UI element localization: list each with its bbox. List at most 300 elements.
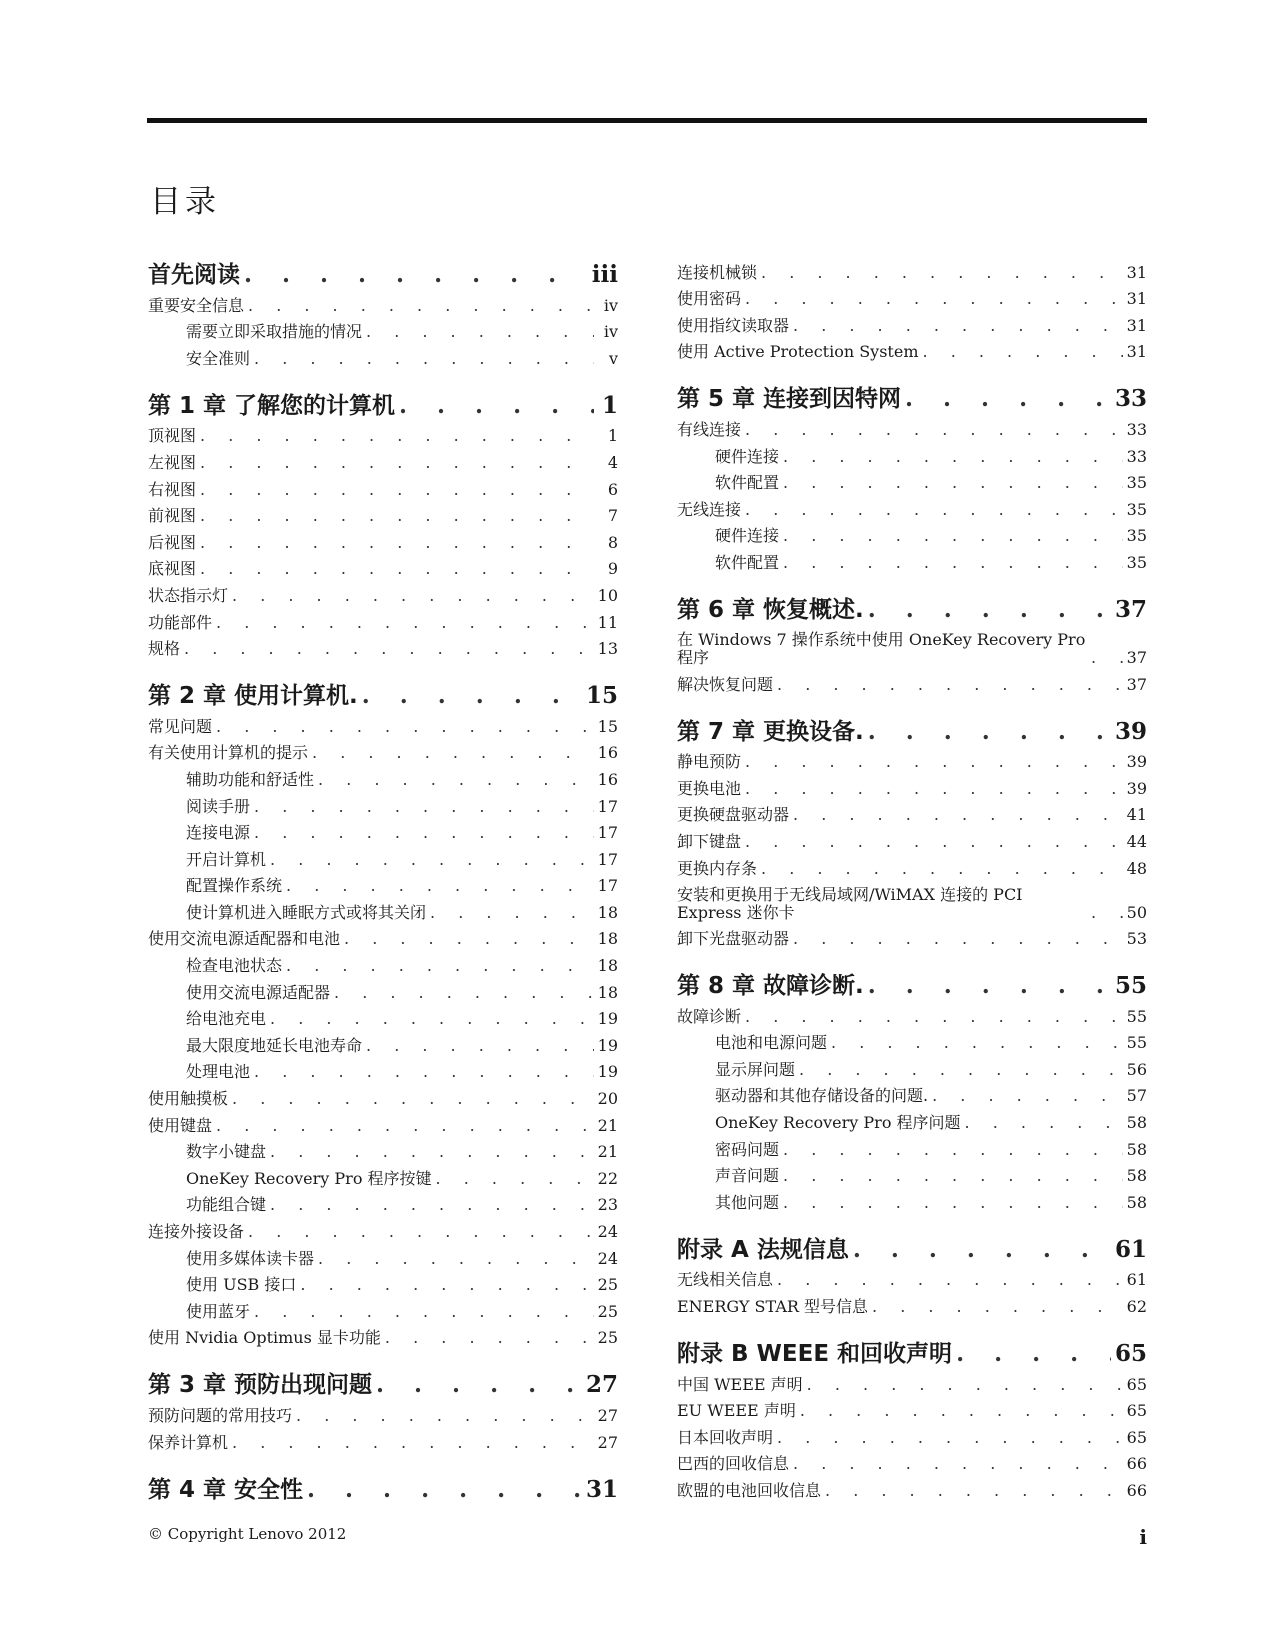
toc-entry-page: 16 [597, 743, 618, 763]
toc-leader-dots [318, 1250, 594, 1268]
toc-entry-page: iv [603, 322, 618, 342]
toc-leader-dots [783, 527, 1123, 545]
toc-entry-page: 37 [1114, 595, 1147, 623]
toc-entry-page: 16 [597, 769, 618, 789]
toc-leader-dots [334, 984, 594, 1002]
toc-leader-dots [745, 501, 1123, 519]
toc-entry-page: 13 [597, 639, 618, 659]
toc-entry-label: 顶视图 [148, 426, 197, 446]
toc-entry-page: 19 [597, 1009, 618, 1029]
toc-leader-dots [783, 554, 1123, 572]
toc-leader-dots [184, 640, 594, 658]
toc-entry-label: 常见问题 [148, 716, 213, 736]
toc-chapter-entry[interactable] [148, 255, 618, 288]
toc-entry-label: 预防问题的常用技巧 [148, 1405, 293, 1425]
toc-entry-label: 使用 Active Protection System [677, 342, 919, 362]
toc-entry[interactable] [677, 667, 1147, 694]
toc-entry[interactable] [148, 1188, 618, 1215]
toc-leader-dots [366, 323, 594, 341]
toc-entry[interactable] [677, 335, 1147, 362]
toc-entry-page: 25 [597, 1275, 618, 1295]
toc-entry-page: 18 [597, 929, 618, 949]
toc-entry-label: EU WEEE 声明 [677, 1401, 796, 1421]
toc-leader-dots [793, 317, 1123, 335]
toc-entry-page: 23 [597, 1195, 618, 1215]
toc-entry-label: 欧盟的电池回收信息 [677, 1481, 822, 1500]
toc-entry[interactable] [677, 1420, 1147, 1447]
toc-entry-label: 在 Windows 7 操作系统中使用 OneKey Recovery Pro 程序 [677, 629, 1086, 667]
toc-entry-label: 连接外接设备 [148, 1222, 245, 1241]
toc-entry-label: 保养计算机 [148, 1432, 229, 1452]
toc-entry-label: 第 3 章 预防出现问题 [148, 1372, 373, 1399]
toc-entry[interactable] [148, 552, 618, 579]
toc-entry[interactable] [677, 492, 1147, 519]
toc-entry-label: 硬件连接 [715, 526, 780, 546]
toc-entry-page: 17 [597, 823, 618, 843]
toc-entry[interactable] [148, 1241, 618, 1268]
toc-entry[interactable] [677, 623, 1147, 667]
toc-leader-dots [868, 973, 1111, 999]
toc-entry-page: 18 [597, 902, 618, 922]
toc-leader-dots [745, 833, 1123, 851]
toc-entry-label: 第 5 章 连接到因特网 [677, 386, 902, 413]
toc-leader-dots [254, 1303, 594, 1321]
toc-entry-page: 21 [597, 1142, 618, 1162]
toc-entry[interactable] [148, 1294, 618, 1321]
toc-leader-dots [868, 719, 1111, 745]
toc-entry[interactable] [677, 255, 1147, 282]
toc-entry-label: 使用 USB 接口 [186, 1275, 297, 1295]
toc-entry-label: 连接机械锁 [677, 262, 758, 282]
toc-entry-page: 57 [1126, 1086, 1147, 1106]
toc-leader-dots [745, 290, 1123, 308]
toc-entry-page: 11 [597, 612, 618, 632]
toc-entry-page: 31 [1126, 262, 1147, 282]
toc-entry-label: 开启计算机 [186, 849, 267, 869]
toc-entry-page: 41 [1126, 805, 1147, 825]
toc-leader-dots [200, 427, 594, 445]
toc-entry[interactable] [677, 412, 1147, 439]
toc-chapter-entry[interactable] [677, 590, 1147, 623]
toc-entry-label: 驱动器和其他存储设备的问题. [715, 1086, 929, 1106]
toc-entry[interactable] [148, 1081, 618, 1108]
toc-entry-label: 其他问题 [715, 1192, 780, 1212]
toc-entry-page: 39 [1114, 717, 1147, 745]
toc-entry[interactable] [148, 1268, 618, 1295]
toc-entry[interactable] [148, 709, 618, 736]
toc-leader-dots [248, 1223, 594, 1241]
toc-entry[interactable] [148, 499, 618, 526]
toc-leader-dots [286, 957, 594, 975]
toc-leader-dots [956, 1341, 1111, 1367]
toc-leader-dots [923, 343, 1123, 361]
toc-entry-label: 首先阅读 [148, 262, 240, 288]
toc-leader-dots [399, 393, 594, 419]
toc-leader-dots [312, 744, 594, 762]
toc-entry-label: 故障诊断 [677, 1006, 742, 1026]
toc-entry[interactable] [677, 439, 1147, 466]
toc-chapter-entry[interactable] [148, 386, 618, 419]
toc-entry-page: 58 [1126, 1192, 1147, 1212]
toc-entry-label: 密码问题 [715, 1139, 780, 1159]
toc-entry-label: 阅读手册 [186, 796, 251, 816]
toc-leader-dots [216, 718, 594, 736]
toc-entry[interactable] [677, 878, 1147, 922]
toc-entry[interactable] [148, 736, 618, 763]
toc-entry-page: 65 [1126, 1401, 1147, 1421]
toc-entry-label: 软件配置 [715, 552, 780, 572]
toc-entry[interactable] [148, 789, 618, 816]
toc-leader-dots [932, 1087, 1123, 1105]
toc-leader-dots [799, 1061, 1123, 1079]
toc-entry-label: 第 7 章 更换设备. [677, 718, 864, 745]
toc-right-column [677, 255, 1147, 1500]
toc-leader-dots [1091, 649, 1123, 667]
toc-entry-page: 35 [1126, 499, 1147, 519]
toc-entry-label: 无线连接 [677, 499, 742, 519]
copyright-notice: © Copyright Lenovo 2012 [148, 1525, 347, 1543]
toc-leader-dots [783, 474, 1123, 492]
toc-entry-label: 使计算机进入睡眠方式或将其关闭 [186, 902, 427, 922]
toc-leader-dots [777, 1271, 1123, 1289]
toc-leader-dots [831, 1034, 1123, 1052]
toc-left-column [148, 255, 618, 1503]
toc-entry-page: v [608, 348, 618, 368]
toc-leader-dots [254, 1063, 594, 1081]
toc-leader-dots [783, 448, 1123, 466]
toc-leader-dots [216, 1117, 594, 1135]
toc-entry-page: 58 [1126, 1139, 1147, 1159]
toc-entry[interactable] [148, 419, 618, 446]
toc-entry-label: 第 1 章 了解您的计算机 [148, 392, 396, 419]
toc-entry-page: 19 [597, 1035, 618, 1055]
toc-entry[interactable] [148, 1161, 618, 1188]
toc-entry-page: 18 [597, 956, 618, 976]
toc-entry-label: 声音问题 [715, 1166, 780, 1186]
toc-entry-page: 15 [585, 682, 618, 710]
toc-leader-dots [436, 1170, 594, 1188]
toc-entry-page: 50 [1126, 902, 1147, 922]
toc-entry-label: 卸下键盘 [677, 831, 742, 851]
toc-entry-label: 卸下光盘驱动器 [677, 929, 790, 949]
page-title: 目录 [150, 184, 220, 220]
toc-entry-label: 连接电源 [186, 823, 251, 843]
toc-entry-label: 使用 Nvidia Optimus 显卡功能 [148, 1328, 381, 1348]
toc-entry[interactable] [677, 519, 1147, 546]
toc-entry[interactable] [677, 1367, 1147, 1394]
toc-entry[interactable] [148, 895, 618, 922]
toc-entry-page: 27 [585, 1371, 618, 1399]
toc-leader-dots [318, 771, 594, 789]
toc-entry-label: 功能组合键 [186, 1195, 267, 1215]
toc-leader-dots [232, 1434, 594, 1452]
toc-entry[interactable] [677, 771, 1147, 798]
toc-entry[interactable] [148, 1398, 618, 1425]
toc-leader-dots [783, 1141, 1123, 1159]
toc-entry-label: 第 2 章 使用计算机. [148, 683, 358, 710]
toc-entry[interactable] [677, 824, 1147, 851]
toc-entry[interactable] [148, 445, 618, 472]
toc-entry-page: 31 [1126, 315, 1147, 335]
toc-chapter-entry[interactable] [148, 1365, 618, 1398]
toc-leader-dots [800, 1402, 1123, 1420]
toc-entry-label: 数字小键盘 [186, 1142, 267, 1162]
toc-entry-label: 使用密码 [677, 289, 742, 309]
toc-entry-label: 有线连接 [677, 419, 742, 439]
toc-entry-page: 62 [1126, 1297, 1147, 1317]
toc-leader-dots [254, 350, 594, 368]
toc-entry[interactable] [677, 922, 1147, 949]
toc-entry[interactable] [677, 798, 1147, 825]
toc-leader-dots [793, 930, 1123, 948]
toc-entry-label: 第 4 章 安全性 [148, 1476, 304, 1503]
toc-entry-label: 使用交流电源适配器 [186, 982, 331, 1002]
toc-entry[interactable] [677, 1263, 1147, 1290]
toc-entry[interactable] [148, 1002, 618, 1029]
toc-leader-dots [793, 806, 1123, 824]
toc-leader-dots [244, 262, 588, 288]
toc-entry[interactable] [677, 545, 1147, 572]
toc-leader-dots [853, 1237, 1111, 1263]
toc-leader-dots [777, 676, 1123, 694]
toc-entry[interactable] [148, 1028, 618, 1055]
toc-entry-label: 无线相关信息 [677, 1270, 774, 1290]
toc-entry[interactable] [148, 288, 618, 315]
toc-leader-dots [270, 1143, 594, 1161]
toc-entry[interactable] [677, 466, 1147, 493]
toc-leader-dots [761, 860, 1123, 878]
toc-entry-page: 44 [1126, 831, 1147, 851]
toc-entry-page: 24 [597, 1222, 618, 1241]
toc-entry-page: 35 [1126, 552, 1147, 572]
toc-leader-dots [1091, 904, 1123, 922]
toc-leader-dots [783, 1167, 1123, 1185]
toc-leader-dots [200, 560, 594, 578]
header-rule [147, 118, 1147, 123]
toc-entry[interactable] [148, 578, 618, 605]
toc-entry-label: OneKey Recovery Pro 程序问题 [715, 1113, 961, 1133]
toc-leader-dots [248, 297, 594, 315]
toc-entry-label: 使用多媒体读卡器 [186, 1248, 315, 1268]
toc-entry[interactable] [148, 632, 618, 659]
toc-entry-label: 解决恢复问题 [677, 674, 774, 694]
toc-entry[interactable] [677, 1447, 1147, 1474]
toc-entry[interactable] [148, 341, 618, 368]
toc-entry-label: 右视图 [148, 479, 197, 499]
toc-leader-dots [254, 798, 594, 816]
toc-entry[interactable] [677, 999, 1147, 1026]
toc-leader-dots [200, 507, 594, 525]
toc-entry-page: 58 [1126, 1113, 1147, 1133]
toc-entry[interactable] [148, 472, 618, 499]
toc-entry-label: 使用指纹读取器 [677, 315, 790, 335]
toc-chapter-entry[interactable] [677, 1334, 1147, 1367]
toc-leader-dots [745, 753, 1123, 771]
toc-entry[interactable] [148, 869, 618, 896]
toc-entry-page: 61 [1126, 1270, 1147, 1290]
toc-leader-dots [807, 1376, 1123, 1394]
page-number: i [1139, 1525, 1147, 1549]
toc-entry-page: iii [591, 261, 618, 288]
toc-entry-page: 1 [607, 426, 618, 446]
toc-entry[interactable] [148, 1135, 618, 1162]
toc-entry-page: 66 [1126, 1454, 1147, 1474]
toc-entry-label: 使用交流电源适配器和电池 [148, 929, 341, 949]
toc-entry[interactable] [677, 851, 1147, 878]
toc-entry-page: 4 [607, 452, 618, 472]
toc-entry-page: 8 [607, 532, 618, 552]
toc-chapter-entry[interactable] [148, 1470, 618, 1503]
toc-entry-page: 61 [1114, 1235, 1147, 1263]
toc-entry[interactable] [148, 816, 618, 843]
toc-leader-dots [745, 421, 1123, 439]
toc-entry-page: 10 [597, 585, 618, 605]
toc-entry-label: 最大限度地延长电池寿命 [186, 1035, 363, 1055]
toc-entry-label: 使用键盘 [148, 1115, 213, 1135]
toc-leader-dots [362, 683, 582, 709]
toc-entry-label: 处理电池 [186, 1062, 251, 1082]
toc-leader-dots [783, 1194, 1123, 1212]
toc-entry[interactable] [677, 1132, 1147, 1159]
toc-leader-dots [872, 1298, 1123, 1316]
toc-entry-page: 35 [1126, 473, 1147, 493]
toc-leader-dots [200, 534, 594, 552]
toc-entry-page: 20 [597, 1089, 618, 1109]
toc-chapter-entry[interactable] [677, 712, 1147, 745]
toc-entry[interactable] [677, 1289, 1147, 1316]
toc-entry-page: 17 [597, 796, 618, 816]
toc-leader-dots [216, 614, 594, 632]
toc-entry[interactable] [148, 1425, 618, 1452]
toc-entry-label: 检查电池状态 [186, 956, 283, 976]
toc-entry[interactable] [677, 1026, 1147, 1053]
toc-entry[interactable] [677, 282, 1147, 309]
toc-leader-dots [385, 1329, 594, 1347]
toc-entry-page: 19 [597, 1062, 618, 1082]
toc-entry-page: 39 [1126, 778, 1147, 798]
toc-entry-page: 65 [1126, 1374, 1147, 1394]
toc-entry-page: 56 [1126, 1059, 1147, 1079]
toc-entry-page: 65 [1126, 1427, 1147, 1447]
toc-chapter-entry[interactable] [148, 676, 618, 709]
toc-entry-label: 附录 A 法规信息 [677, 1236, 849, 1263]
toc-entry[interactable] [677, 1185, 1147, 1212]
toc-entry-page: 17 [597, 849, 618, 869]
toc-leader-dots [232, 1090, 594, 1108]
toc-chapter-entry[interactable] [677, 379, 1147, 412]
toc-entry-label: 更换电池 [677, 778, 742, 798]
toc-entry[interactable] [148, 975, 618, 1002]
toc-entry-page: 7 [607, 506, 618, 526]
toc-entry-label: 辅助功能和舒适性 [186, 769, 315, 789]
toc-leader-dots [344, 930, 594, 948]
toc-entry-label: 附录 B WEEE 和回收声明 [677, 1341, 953, 1368]
toc-entry-label: ENERGY STAR 型号信息 [677, 1297, 869, 1317]
toc-leader-dots [825, 1482, 1123, 1500]
toc-entry[interactable] [148, 315, 618, 342]
toc-leader-dots [366, 1037, 594, 1055]
toc-entry[interactable] [148, 762, 618, 789]
toc-leader-dots [793, 1455, 1123, 1473]
toc-entry-label: 软件配置 [715, 473, 780, 493]
toc-entry[interactable] [677, 308, 1147, 335]
toc-leader-dots [965, 1114, 1123, 1132]
toc-entry[interactable] [148, 1214, 618, 1241]
toc-entry-label: 硬件连接 [715, 446, 780, 466]
toc-leader-dots [300, 1276, 593, 1294]
toc-entry-page: 37 [1126, 674, 1147, 694]
toc-entry-page: iv [603, 295, 618, 315]
toc-chapter-entry[interactable] [677, 1230, 1147, 1263]
toc-entry[interactable] [148, 1108, 618, 1135]
toc-entry[interactable] [677, 1394, 1147, 1421]
toc-entry-page: 25 [597, 1328, 618, 1348]
toc-entry-page: 31 [1126, 289, 1147, 309]
toc-entry[interactable] [148, 948, 618, 975]
toc-entry-label: 显示屏问题 [715, 1059, 796, 1079]
toc-leader-dots [868, 597, 1111, 623]
toc-entry-page: 33 [1126, 419, 1147, 439]
toc-entry[interactable] [148, 1055, 618, 1082]
toc-entry-page: 24 [597, 1248, 618, 1268]
toc-entry-page: 27 [597, 1405, 618, 1425]
toc-entry-label: 安装和更换用于无线局域网/WiMAX 连接的 PCI Express 迷你卡 [677, 884, 1023, 922]
toc-entry-label: 配置操作系统 [186, 876, 283, 896]
toc-entry-page: 33 [1126, 446, 1147, 466]
toc-entry[interactable] [677, 1105, 1147, 1132]
toc-entry[interactable] [148, 922, 618, 949]
toc-entry-label: 左视图 [148, 452, 197, 472]
toc-entry-page: 33 [1114, 385, 1147, 413]
toc-entry-label: 更换硬盘驱动器 [677, 805, 790, 825]
toc-entry-label: 日本回收声明 [677, 1427, 774, 1447]
toc-entry-label: 前视图 [148, 506, 197, 526]
toc-entry-label: 后视图 [148, 532, 197, 552]
toc-entry[interactable] [677, 745, 1147, 772]
toc-leader-dots [200, 481, 594, 499]
toc-leader-dots [905, 386, 1111, 412]
toc-entry[interactable] [677, 1473, 1147, 1500]
toc-entry-page: 66 [1126, 1481, 1147, 1500]
toc-entry[interactable] [677, 1159, 1147, 1186]
toc-entry[interactable] [677, 1079, 1147, 1106]
toc-leader-dots [777, 1429, 1123, 1447]
toc-leader-dots [270, 851, 594, 869]
toc-entry[interactable] [677, 1052, 1147, 1079]
toc-entry-page: 55 [1126, 1033, 1147, 1053]
toc-entry-label: 使用蓝牙 [186, 1301, 251, 1321]
toc-entry-page: 48 [1126, 858, 1147, 878]
toc-entry-label: 有关使用计算机的提示 [148, 743, 309, 763]
toc-entry-page: 65 [1114, 1340, 1147, 1368]
toc-entry[interactable] [148, 1321, 618, 1348]
toc-leader-dots [745, 780, 1123, 798]
toc-entry-label: 给电池充电 [186, 1009, 267, 1029]
toc-entry-page: 22 [597, 1168, 618, 1188]
toc-entry-label: 第 6 章 恢复概述. [677, 596, 864, 623]
toc-entry[interactable] [148, 525, 618, 552]
toc-entry-label: 使用触摸板 [148, 1089, 229, 1109]
toc-entry-page: 31 [1126, 342, 1147, 362]
toc-leader-dots [270, 1196, 594, 1214]
toc-leader-dots [430, 904, 594, 922]
toc-entry-label: 静电预防 [677, 752, 742, 772]
toc-entry-page: 37 [1126, 647, 1147, 667]
toc-leader-dots [270, 1010, 594, 1028]
toc-chapter-entry[interactable] [677, 966, 1147, 999]
toc-entry[interactable] [148, 842, 618, 869]
toc-entry[interactable] [148, 605, 618, 632]
